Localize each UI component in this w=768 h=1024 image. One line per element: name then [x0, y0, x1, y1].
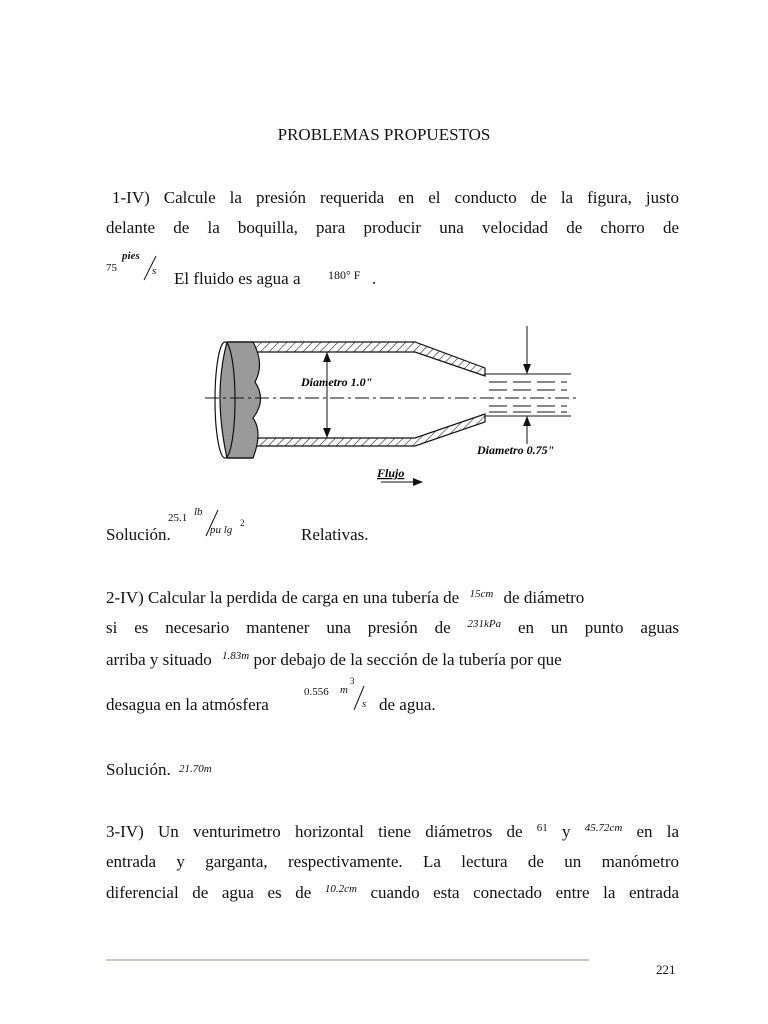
- p2-text-a2: de diámetro: [503, 588, 585, 607]
- solution-1-value: [168, 506, 258, 546]
- problem-2-line-2: [106, 618, 679, 638]
- footer-divider: [106, 959, 589, 961]
- solution-2: [106, 760, 212, 780]
- p3-value-reading: 10.2cm: [324, 883, 357, 895]
- solution-1-note: Relativas.: [301, 525, 369, 544]
- solution-1-label: Solución.: [106, 525, 171, 544]
- problem-2-line-1: [106, 588, 584, 608]
- p2-text-c2: por debajo de la sección de la tubería por que: [253, 650, 562, 669]
- page-number: 221: [656, 962, 676, 977]
- p3-text-a2: en la: [636, 822, 679, 841]
- solution-1-unit-bottom: pu lg: [210, 524, 233, 536]
- p3-text-a1: 3-IV) Un venturimetro horizontal tiene diámetros de: [106, 822, 523, 841]
- diameter-2-label: Diametro 0.75": [477, 443, 555, 457]
- p2-value-pressure: 231kPa: [467, 618, 502, 630]
- p2-text-b2: en un punto aguas: [518, 618, 680, 637]
- solution-1-exponent: 2: [240, 518, 245, 528]
- flow-rate-unit-top: m: [340, 684, 348, 696]
- velocity-number: 75: [106, 262, 117, 274]
- problem-2-d1: desagua en la atmósfera: [106, 695, 269, 714]
- p3-value-inlet: 61: [536, 822, 548, 834]
- p2-value-height: 1.83m: [222, 650, 250, 662]
- solution-1-number: 25.1: [168, 512, 188, 524]
- problem-3-line-1: [106, 822, 679, 842]
- solution-1-unit-top: lb: [194, 506, 203, 518]
- velocity-unit-top: pies: [122, 250, 140, 262]
- problem-3-line-2: entrada y garganta, respectivamente. La lectura de un manómetro: [106, 852, 679, 871]
- p3-text-c1: diferencial de agua es de: [106, 883, 312, 902]
- problem-1-line-1: 1-IV) Calcule la presión requerida en el conducto de la figura, justo: [112, 188, 679, 207]
- pipe-nozzle-figure: [205, 322, 585, 492]
- problem-1-line-2: delante de la boquilla, para producir una velocidad de chorro de: [106, 218, 679, 237]
- fluid-text: El fluido es agua a: [174, 269, 301, 288]
- flow-label: Flujo: [377, 466, 405, 480]
- velocity-unit-bottom: s: [152, 265, 157, 277]
- p3-text-y: y: [562, 822, 571, 841]
- p2-text-a1: 2-IV) Calcular la perdida de carga en una tubería de: [106, 588, 460, 607]
- p2-text-c1: arriba y situado: [106, 650, 212, 669]
- p2-value-diameter: 15cm: [469, 588, 494, 600]
- diameter-1-label: Diametro 1.0": [301, 375, 373, 389]
- flow-rate-exponent: 3: [350, 676, 355, 686]
- p3-value-throat: 45.72cm: [584, 822, 623, 834]
- problem-2-line-3: [106, 650, 562, 670]
- p2-text-b1: si es necesario mantener una presión de: [106, 618, 451, 637]
- solution-2-label: Solución.: [106, 760, 171, 779]
- problem-2-d2: de agua.: [379, 695, 436, 714]
- period: .: [372, 269, 377, 288]
- solution-2-value: 21.70m: [178, 763, 212, 775]
- page-title: PROBLEMAS PROPUESTOS: [277, 125, 491, 144]
- problem-3-line-3: [106, 883, 679, 903]
- p3-text-c2: cuando esta conectado entre la entrada: [370, 883, 679, 902]
- temperature-value: 180° F: [328, 268, 361, 282]
- flow-rate-unit-bottom: s: [362, 698, 367, 710]
- flow-rate-number: 0.556: [304, 686, 329, 698]
- flow-rate-value: [304, 676, 384, 720]
